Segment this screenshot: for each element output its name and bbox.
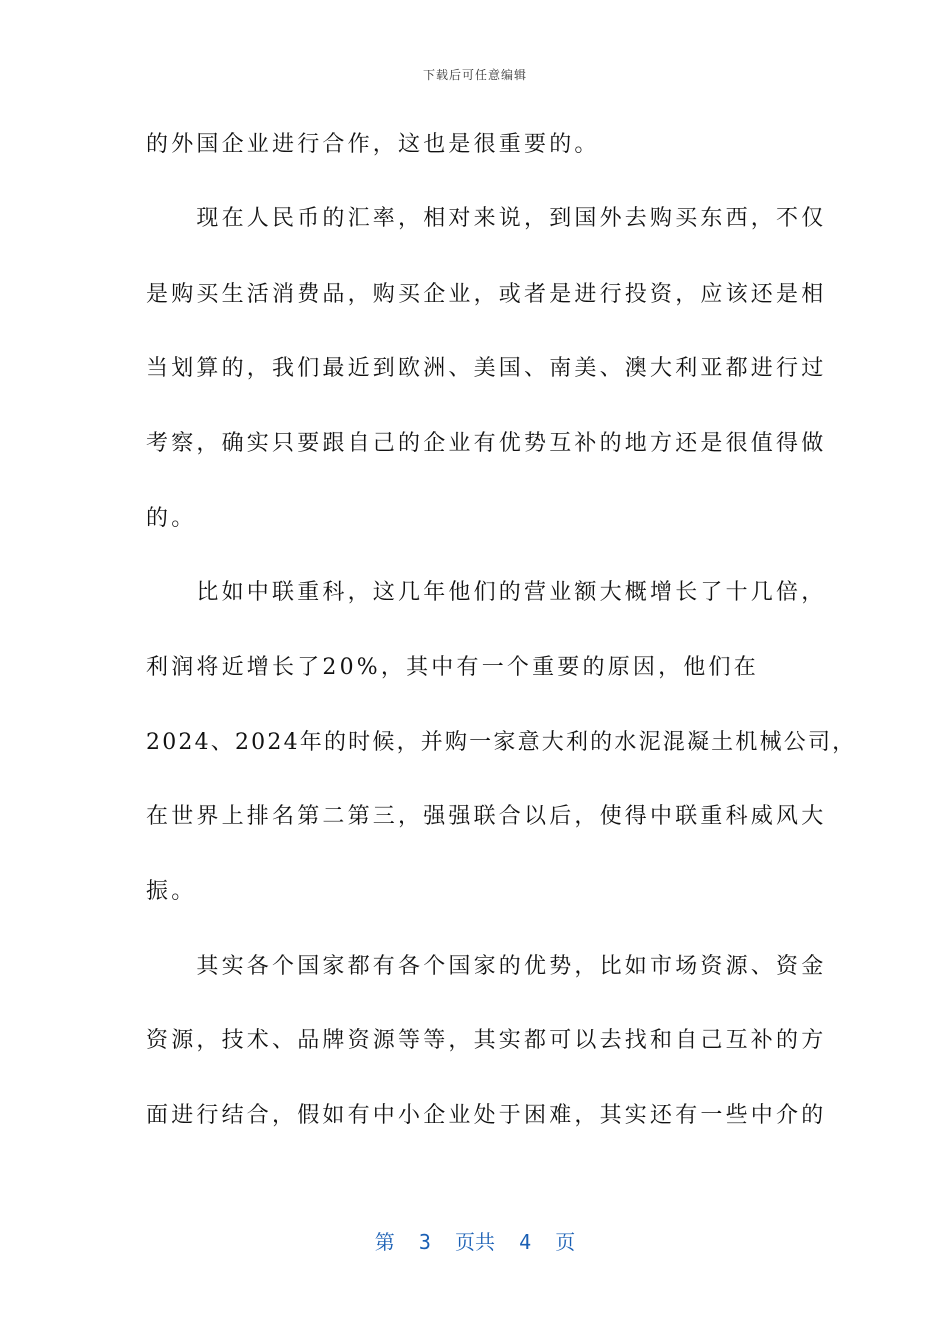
text-line-9: 2024、2024年的时候，并购一家意大利的水泥混凝土机械公司， [146,730,857,755]
text-line-11: 振。 [146,879,197,904]
text-line-5: 考察，确实只要跟自己的企业有优势互补的地方还是很值得做 [146,431,827,456]
text-line-1: 的外国企业进行合作，这也是很重要的。 [146,132,600,157]
text-line-13: 资源，技术、品牌资源等等，其实都可以去找和自己互补的方 [146,1028,827,1053]
page-header: 下载后可任意编辑 [422,68,527,82]
text-line-7: 比如中联重科，这几年他们的营业额大概增长了十几倍， [146,580,827,605]
text-line-10: 在世界上排名第二第三，强强联合以后，使得中联重科威风大 [146,804,827,829]
text-line-3: 是购买生活消费品，购买企业，或者是进行投资，应该还是相 [146,282,827,307]
text-line-14: 面进行结合，假如有中小企业处于困难，其实还有一些中介的 [146,1103,827,1128]
text-line-8: 利润将近增长了20%，其中有一个重要的原因，他们在 [146,655,759,680]
page-number-footer: 第 3 页共 4 页 [374,1230,576,1254]
text-line-6: 的。 [146,506,197,531]
text-line-4: 当划算的，我们最近到欧洲、美国、南美、澳大利亚都进行过 [146,356,827,381]
text-line-2: 现在人民币的汇率，相对来说，到国外去购买东西，不仅 [146,206,827,231]
text-line-12: 其实各个国家都有各个国家的优势，比如市场资源、资金 [146,954,827,979]
